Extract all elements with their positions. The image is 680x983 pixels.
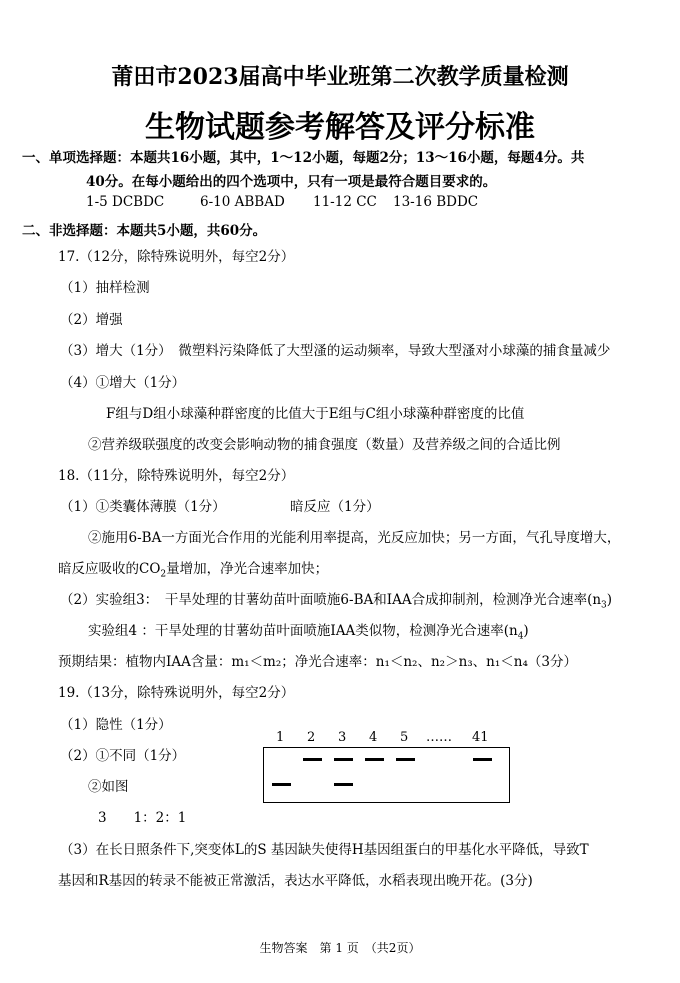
- q19-a2c: 3 1：2：1: [98, 810, 187, 826]
- gel-lane-label-ellipsis: ……: [426, 730, 452, 745]
- q18-prediction: 预期结果：植物内IAA含量：m₁＜m₂；净光合速率：n₁＜n₂、n₂＞n₃、n₁＜n₄（3分）: [58, 654, 577, 670]
- gel-lane-label-2: 2: [307, 730, 316, 745]
- q18-header: 18.（11分，除特殊说明外，每空2分）: [58, 468, 295, 484]
- gel-lane-label-1: 1: [276, 730, 285, 745]
- q17-a4b: F组与D组小球藻种群密度的比值大于E组与C组小球藻种群密度的比值: [106, 406, 525, 422]
- q17-a4: （4）①增大（1分）: [60, 375, 186, 391]
- q17-header: 17.（12分，除特殊说明外，每空2分）: [58, 249, 295, 265]
- gel-lane-label-3: 3: [338, 730, 347, 745]
- gel-band-lane41-upper: [473, 758, 492, 761]
- q18-a2: （2）实验组3： 干旱处理的甘薯幼苗叶面喷施6-BA和IAA合成抑制剂，检测净光合速率$(n_3)$: [60, 592, 613, 611]
- part2-heading: 二、非选择题：本题共5小题，共60分。: [22, 223, 267, 239]
- part1-heading: 一、单项选择题：本题共16小题，其中，1～12小题，每题2分；13～16小题，每题4分。共: [22, 150, 585, 166]
- q18-a2b: 实验组4 ：干旱处理的甘薯幼苗叶面喷施IAA类似物，检测净光合速率$(n_4)$: [88, 623, 529, 642]
- mc-answers-4: 13-16 BDDC: [393, 194, 479, 210]
- page-title-line2: 生物试题参考解答及评分标准: [145, 110, 535, 145]
- gel-band-lane4-upper: [365, 758, 384, 761]
- q18-a1c: ②施用6-BA一方面光合作用的光能利用率提高，光反应加快；另一方面，气孔导度增大，: [88, 530, 621, 546]
- q19-a3b: 基因和R基因的转录不能被正常激活，表达水平降低，水稻表现出晚开花。(3分): [58, 873, 533, 889]
- page-title-line1: 莆田市2023届高中毕业班第二次教学质量检测: [111, 64, 569, 90]
- gel-lane-label-41: 41: [472, 730, 489, 745]
- gel-lane-label-4: 4: [369, 730, 378, 745]
- page-footer: 生物答案 第 1 页 （共2页）: [259, 941, 421, 955]
- part1-heading-cont: 40分。在每小题给出的四个选项中，只有一项是最符合题目要求的。: [86, 174, 497, 190]
- q19-a1: （1）隐性（1分）: [60, 717, 172, 733]
- q19-a2: （2）①不同（1分）: [60, 748, 186, 764]
- gel-band-lane3-upper: [334, 758, 353, 761]
- q18-a1a: （1）①类囊体薄膜（1分）: [60, 499, 226, 515]
- q17-a4c: ②营养级联强度的改变会影响动物的捕食强度（数量）及营养级之间的合适比例: [88, 437, 561, 453]
- q19-a3: （3）在长日照条件下,突变体L的S 基因缺失使得H基因组蛋白的甲基化水平降低，导致T: [60, 842, 589, 858]
- mc-answers-1: 1-5 DCBDC: [86, 194, 165, 210]
- q17-a1: （1）抽样检测: [60, 280, 150, 296]
- gel-band-lane5-upper: [396, 758, 415, 761]
- electrophoresis-gel: [263, 747, 510, 803]
- gel-band-lane1-lower: [272, 783, 291, 786]
- gel-lane-label-5: 5: [400, 730, 409, 745]
- q19-a2b: ②如图: [88, 779, 129, 795]
- q19-header: 19.（13分，除特殊说明外，每空2分）: [58, 685, 295, 701]
- q18-a1d: 暗反应吸收的$CO_2$量增加，净光合速率加快；: [58, 561, 329, 580]
- q17-a2: （2）增强: [60, 312, 123, 328]
- q17-a3: （3）增大（1分） 微塑料污染降低了大型溞的运动频率，导致大型溞对小球藻的捕食量减少: [60, 343, 611, 359]
- gel-band-lane2-upper: [303, 758, 322, 761]
- gel-band-lane3-lower: [334, 783, 353, 786]
- mc-answers-2: 6-10 ABBAD: [200, 194, 285, 210]
- mc-answers-3: 11-12 CC: [313, 194, 377, 210]
- q18-a1b: 暗反应（1分）: [290, 499, 380, 515]
